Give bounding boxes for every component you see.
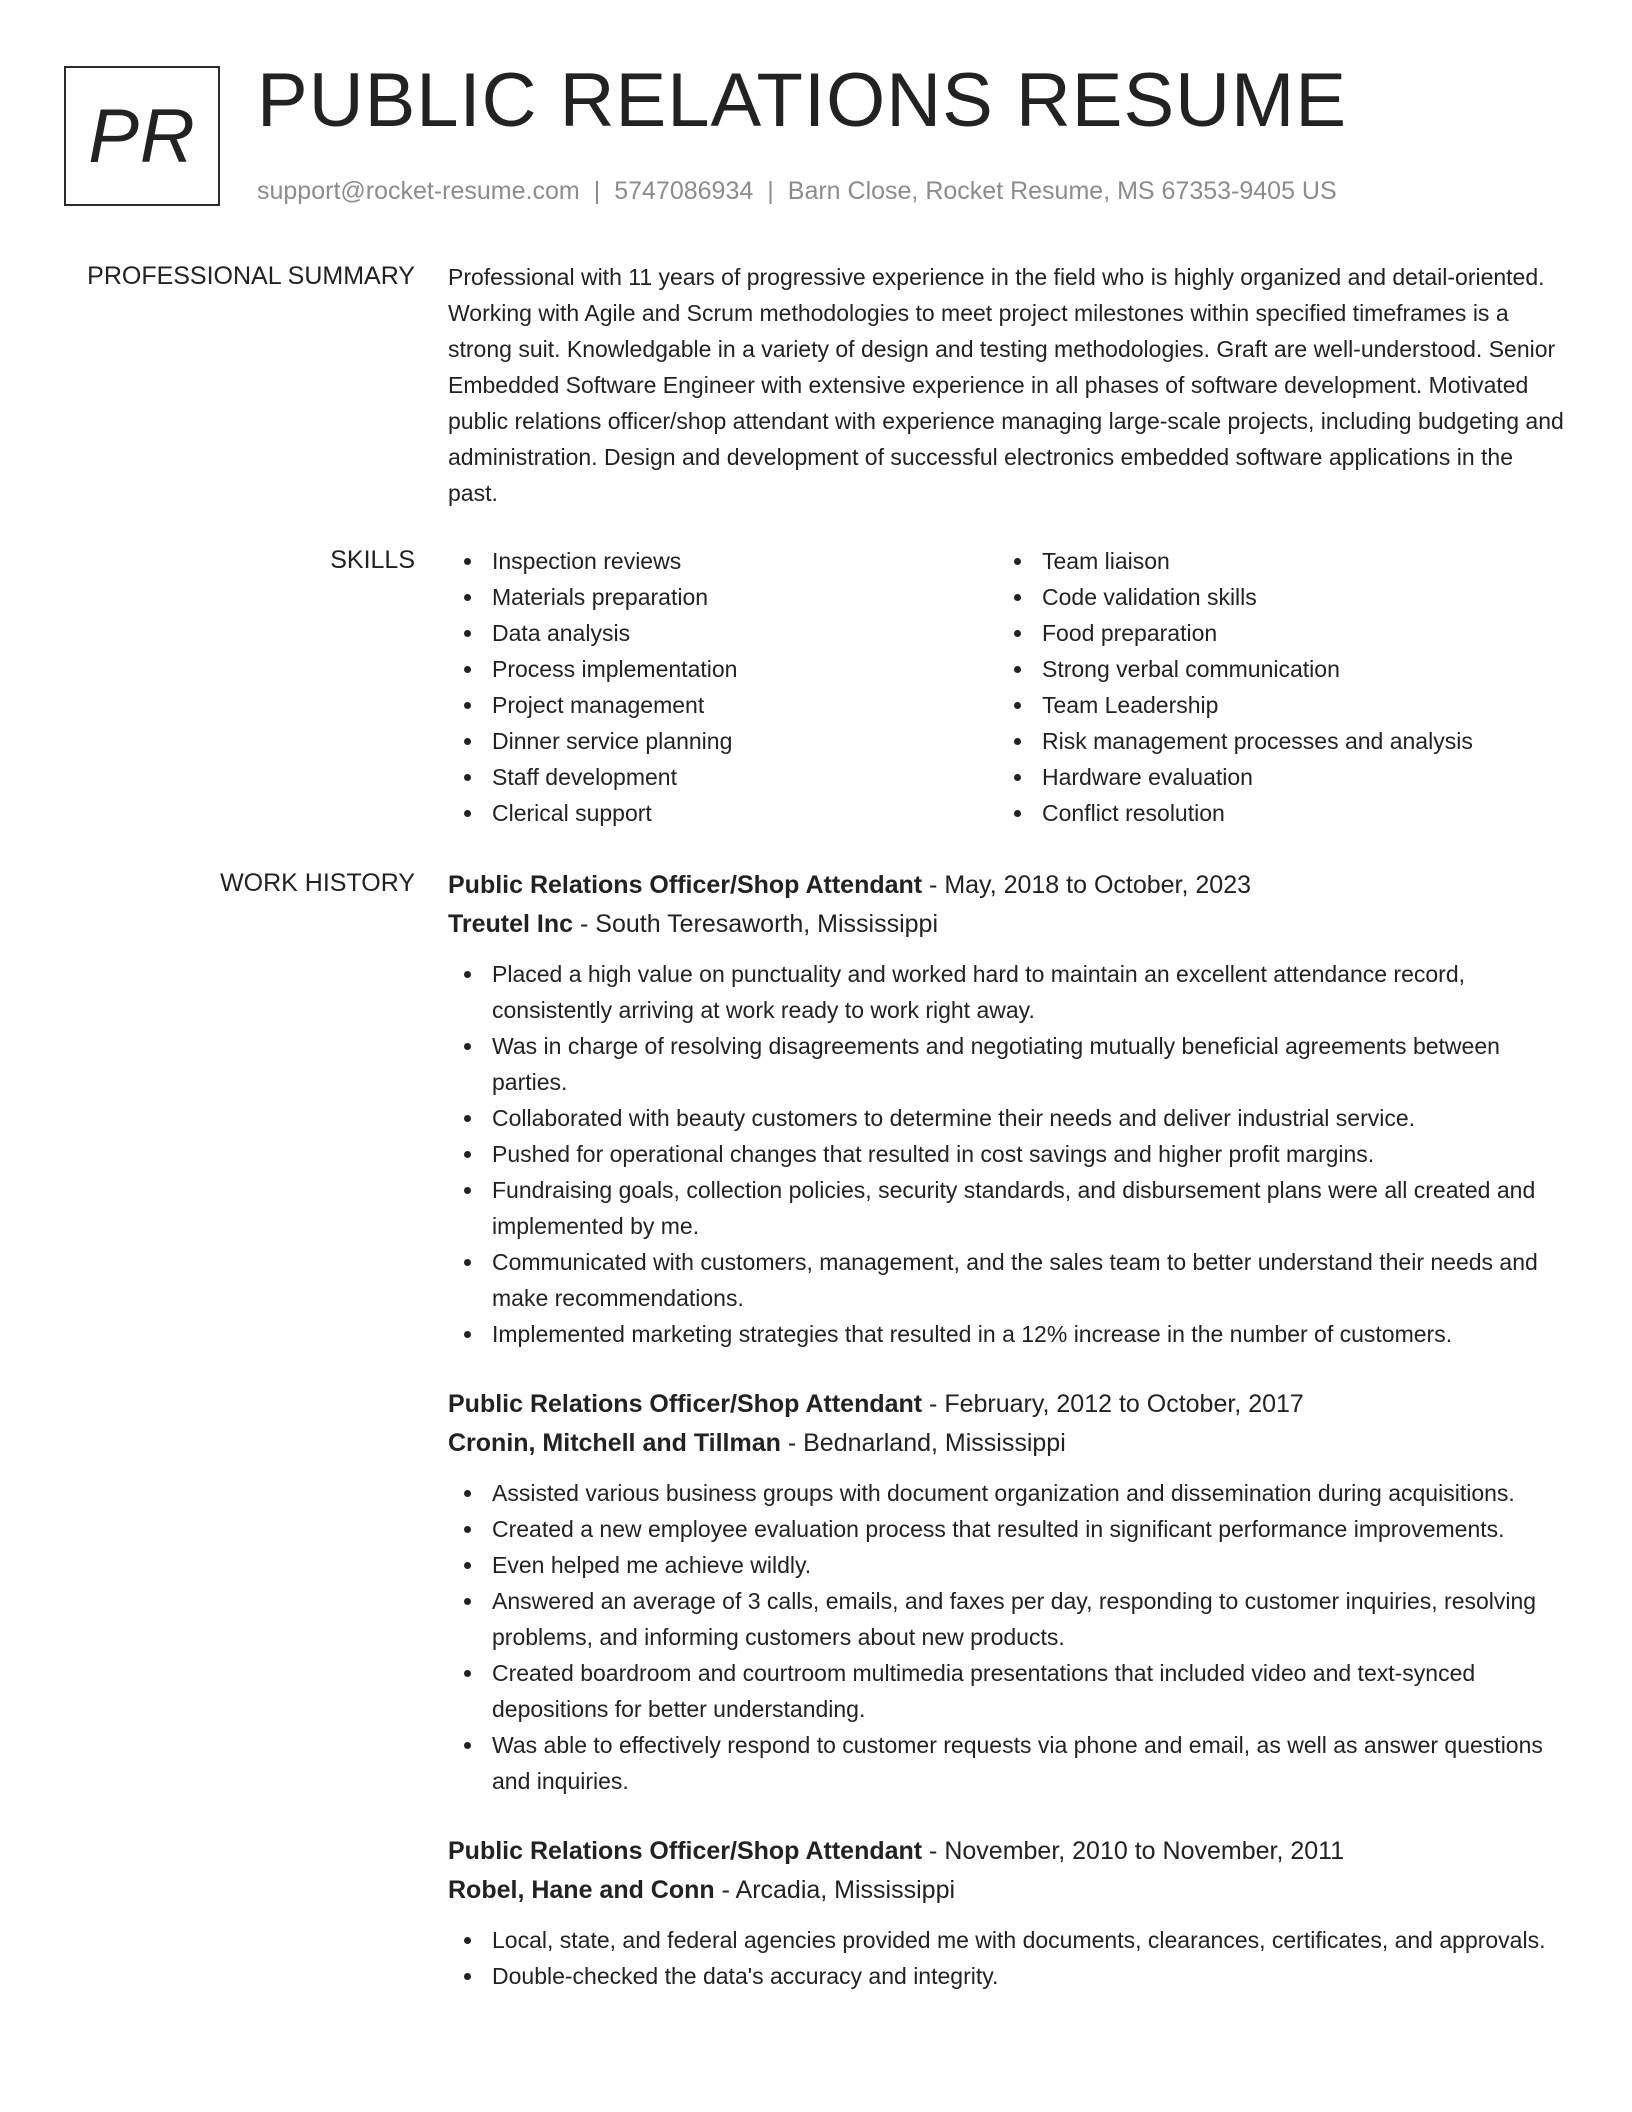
skill-item: Code validation skills (998, 579, 1548, 615)
skill-item: Process implementation (448, 651, 998, 687)
skill-item: Project management (448, 687, 998, 723)
skills-heading: SKILLS (330, 546, 415, 574)
summary-heading: PROFESSIONAL SUMMARY (87, 262, 415, 290)
job-location: - Arcadia, Mississippi (714, 1876, 956, 1904)
job-dates: - November, 2010 to November, 2011 (922, 1837, 1345, 1865)
skill-item: Team liaison (998, 543, 1548, 579)
job-company-line (448, 1424, 1568, 1463)
job-title: Public Relations Officer/Shop Attendant (448, 1837, 923, 1865)
job-title: Public Relations Officer/Shop Attendant (448, 1390, 923, 1418)
job-entry (448, 866, 1568, 1352)
job-company: Treutel Inc (448, 910, 574, 938)
job-dates: - May, 2018 to October, 2023 (922, 871, 1252, 899)
monogram-logo (64, 66, 220, 206)
job-bullet: Was able to effectively respond to customer requests via phone and email, as well as answer questions and inquiries. (448, 1727, 1568, 1799)
contact-line (257, 174, 1337, 208)
job-bullets (448, 956, 1568, 1352)
job-bullet: Assisted various business groups with document organization and dissemination during acquisitions. (448, 1475, 1568, 1511)
job-entry (448, 1385, 1568, 1799)
job-company: Robel, Hane and Conn (448, 1876, 715, 1904)
monogram-text: PR (88, 93, 196, 179)
job-company-line (448, 905, 1568, 944)
job-location: - South Teresaworth, Mississippi (573, 910, 939, 938)
skill-item: Materials preparation (448, 579, 998, 615)
skills-list-right (998, 543, 1548, 831)
job-bullet: Implemented marketing strategies that resulted in a 12% increase in the number of customers. (448, 1316, 1568, 1352)
work-history-heading: WORK HISTORY (220, 869, 415, 897)
skill-item: Strong verbal communication (998, 651, 1548, 687)
contact-separator: | (767, 177, 774, 205)
job-bullet: Collaborated with beauty customers to determine their needs and deliver industrial service. (448, 1100, 1568, 1136)
skill-item: Team Leadership (998, 687, 1548, 723)
contact-phone[interactable]: 5747086934 (614, 177, 754, 205)
job-bullet: Was in charge of resolving disagreements and negotiating mutually beneficial agreements between parties. (448, 1028, 1568, 1100)
skill-item: Risk management processes and analysis (998, 723, 1548, 759)
skill-item: Staff development (448, 759, 998, 795)
job-bullet: Communicated with customers, management, and the sales team to better understand their needs and make recommendations. (448, 1244, 1568, 1316)
skill-item: Inspection reviews (448, 543, 998, 579)
skill-item: Food preparation (998, 615, 1548, 651)
job-bullet: Pushed for operational changes that resulted in cost savings and higher profit margins. (448, 1136, 1568, 1172)
job-title-line (448, 866, 1568, 905)
summary-section (448, 259, 1568, 511)
job-company-line (448, 1871, 1568, 1910)
job-bullet: Fundraising goals, collection policies, security standards, and disbursement plans were all created and implemented by me. (448, 1172, 1568, 1244)
skill-item: Clerical support (448, 795, 998, 831)
job-bullets (448, 1475, 1568, 1799)
job-bullet: Created boardroom and courtroom multimedia presentations that included video and text-synced depositions for better understanding. (448, 1655, 1568, 1727)
job-bullet: Placed a high value on punctuality and worked hard to maintain an excellent attendance record, consistently arriving at work ready to work right away. (448, 956, 1568, 1028)
job-bullet: Even helped me achieve wildly. (448, 1547, 1568, 1583)
skill-item: Dinner service planning (448, 723, 998, 759)
job-title-line (448, 1832, 1568, 1871)
job-bullet: Double-checked the data's accuracy and integrity. (448, 1958, 1568, 1994)
job-entry (448, 1832, 1568, 1994)
job-bullets (448, 1922, 1568, 1994)
job-title-line (448, 1385, 1568, 1424)
skill-item: Data analysis (448, 615, 998, 651)
job-location: - Bednarland, Mississippi (780, 1429, 1066, 1457)
work-history-section (448, 866, 1568, 2027)
job-dates: - February, 2012 to October, 2017 (922, 1390, 1304, 1418)
page-title: PUBLIC RELATIONS RESUME (257, 58, 1348, 143)
job-title: Public Relations Officer/Shop Attendant (448, 871, 923, 899)
contact-email[interactable]: support@rocket-resume.com (257, 177, 580, 205)
skill-item: Conflict resolution (998, 795, 1548, 831)
job-bullet: Created a new employee evaluation process that resulted in significant performance improvements. (448, 1511, 1568, 1547)
skills-list-left (448, 543, 998, 831)
job-company: Cronin, Mitchell and Tillman (448, 1429, 781, 1457)
skill-item: Hardware evaluation (998, 759, 1548, 795)
contact-address: Barn Close, Rocket Resume, MS 67353-9405 US (787, 177, 1337, 205)
job-bullet: Answered an average of 3 calls, emails, and faxes per day, responding to customer inquiries, resolving problems, and informing customers about new products. (448, 1583, 1568, 1655)
skills-section (448, 543, 1568, 831)
contact-separator: | (593, 177, 601, 205)
job-bullet: Local, state, and federal agencies provided me with documents, clearances, certificates, and approvals. (448, 1922, 1568, 1958)
summary-text: Professional with 11 years of progressive experience in the field who is highly organized and detail-oriented. Working with Agile and Scrum methodologies to meet project milestones within specified timeframes is a strong suit. Knowledgable in a variety of design and testing methodologies. Graft are well-understood. Senior Embedded Software Engineer with extensive experience in all phases of software development. Motivated public relations officer/shop attendant with experience managing large-scale projects, including budgeting and administration. Design and development of successful electronics embedded software applications in the past. (448, 264, 1564, 506)
